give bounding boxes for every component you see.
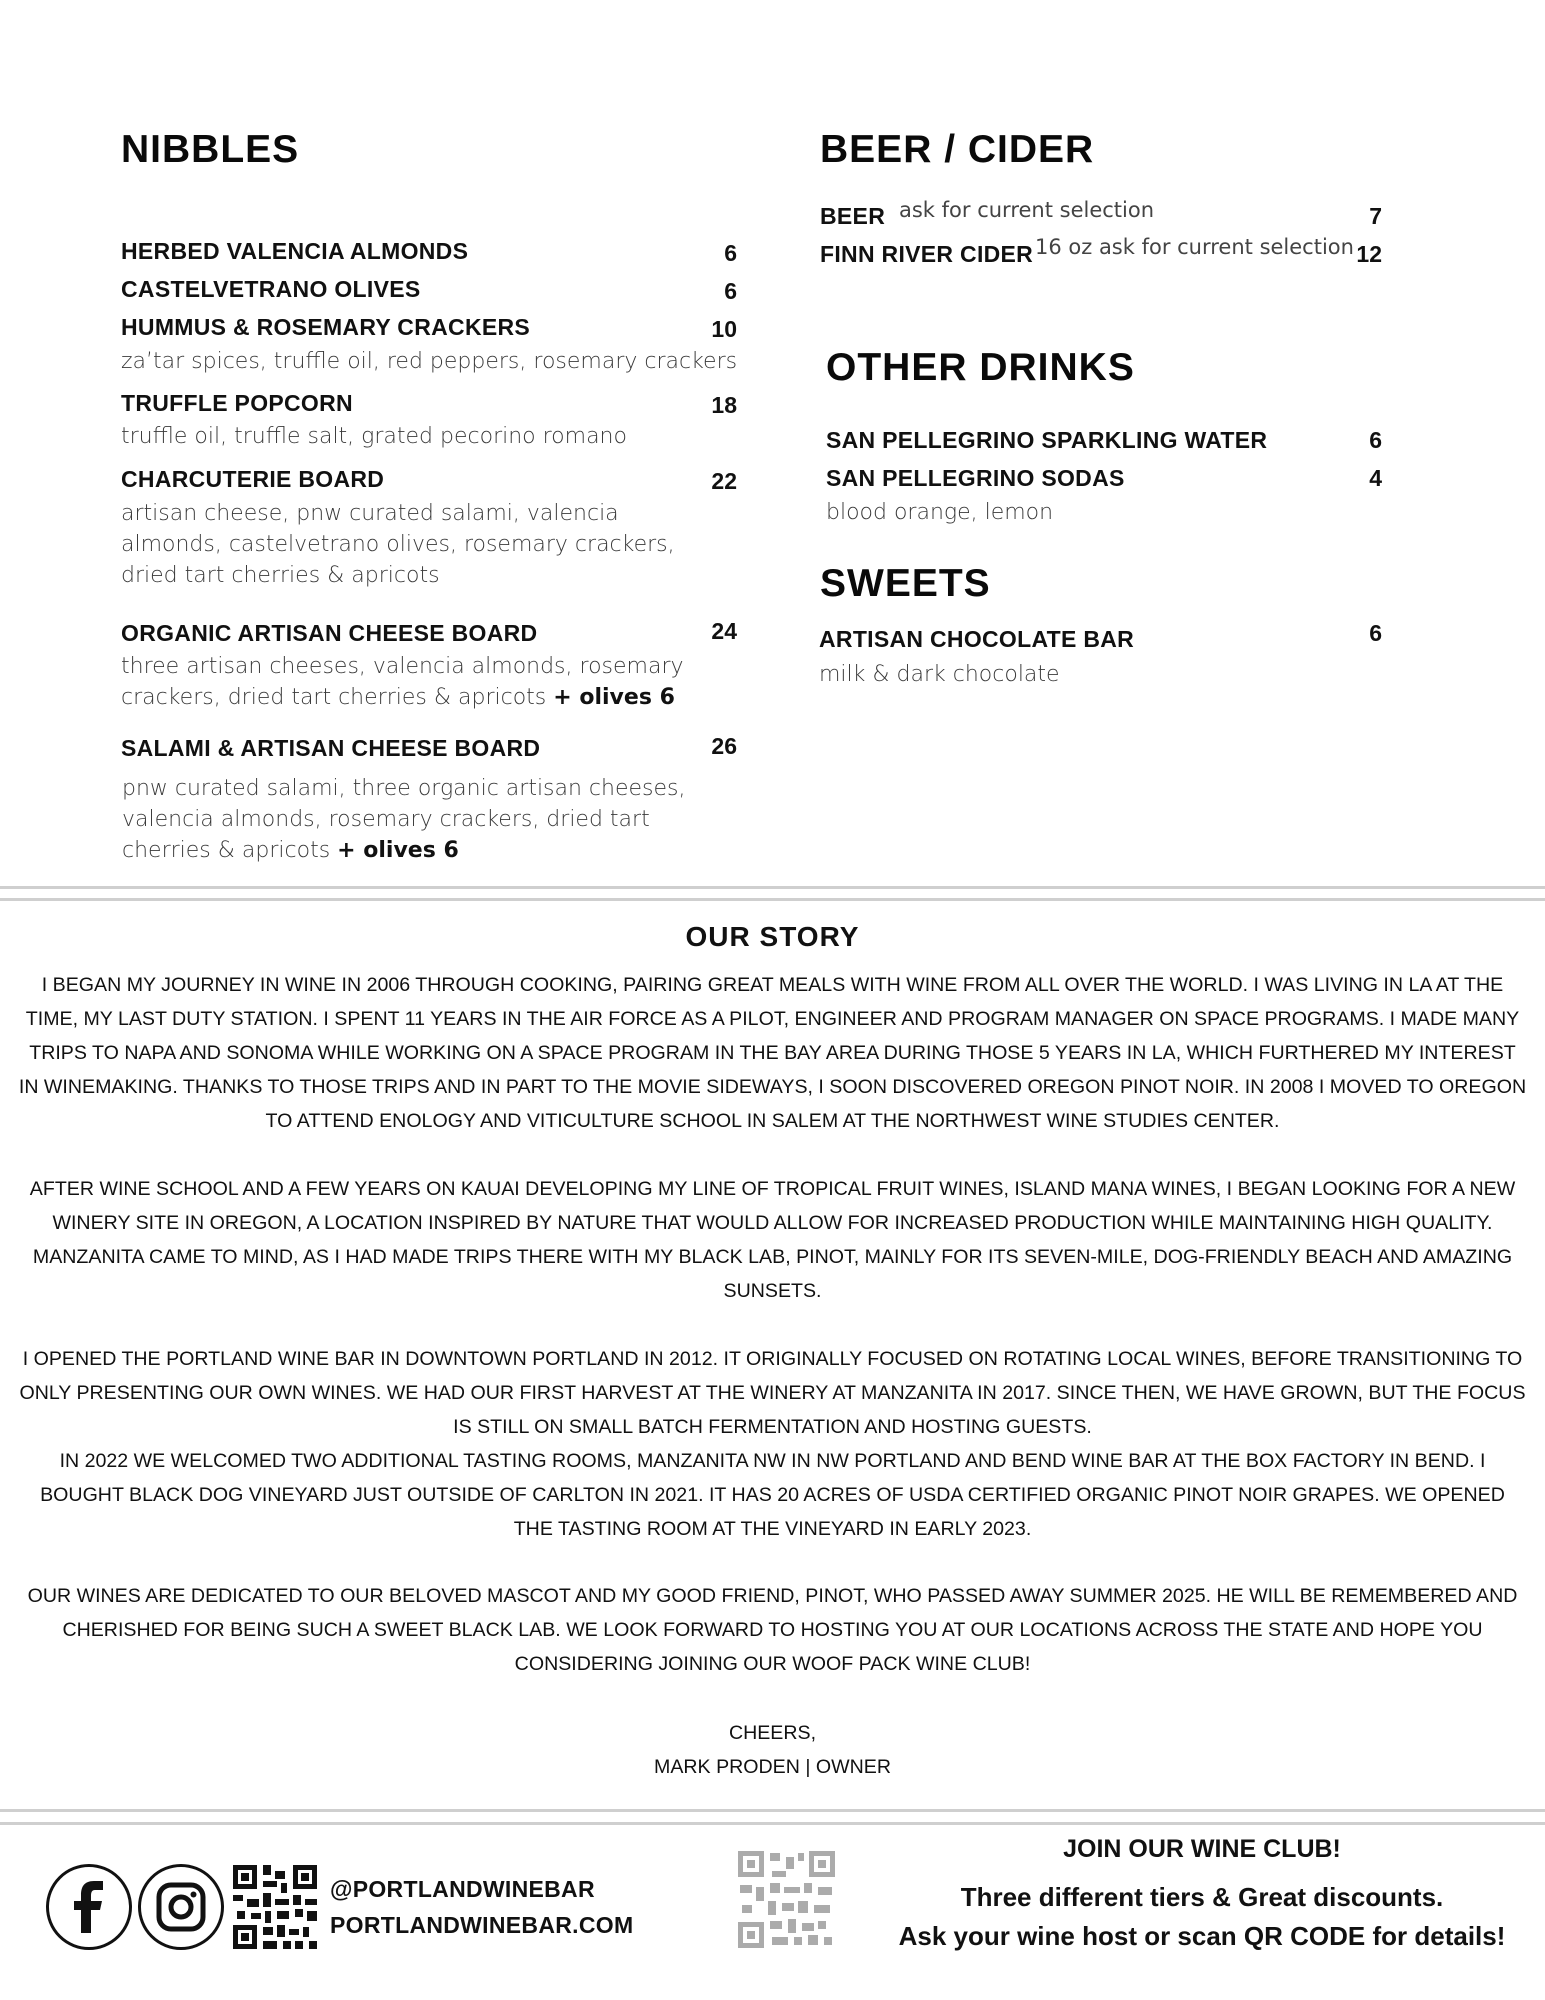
description-line [122, 835, 686, 866]
menu-item-price: 6 [1369, 620, 1382, 646]
menu-item-price: 7 [1369, 203, 1382, 229]
description-line: dried tart cherries & apricots [121, 563, 440, 588]
social-qr-code[interactable] [233, 1865, 317, 1949]
menu-item-price: 6 [724, 240, 737, 266]
menu-item-note: ask for current selection [899, 198, 1155, 222]
menu-item-name: SALAMI & ARTISAN CHEESE BOARD [121, 735, 541, 761]
menu-item-price: 10 [711, 316, 737, 342]
description-line: three artisan cheeses, valencia almonds, rosemary [121, 654, 684, 679]
menu-item-price: 18 [711, 392, 737, 418]
addon-olives: + olives 6 [553, 685, 675, 710]
addon-olives: + olives 6 [337, 838, 459, 863]
nibbles-heading: NIBBLES [121, 128, 300, 171]
description-line: almonds, castelvetrano olives, rosemary crackers, [121, 532, 675, 557]
menu-item-name: FINN RIVER CIDER [820, 241, 1034, 267]
story-paragraph: IN 2022 WE WELCOMED TWO ADDITIONAL TASTING ROOMS, MANZANITA NW IN NW PORTLAND AND BEND WINE BAR AT THE BOX FACTORY IN BEND. I BOUGHT BLACK DOG VINEYARD JUST OUTSIDE OF CARLTON IN 2021. IT HAS 20 ACRES OF USDA CERTIFIED ORGANIC PINOT NOIR GRAPES. WE OPENED THE TASTING ROOM AT THE VINEYARD IN EARLY 2023. [40, 1450, 1505, 1540]
description-line: artisan cheese, pnw curated salami, valencia [121, 501, 619, 526]
wine-club-qr-code[interactable] [738, 1851, 835, 1948]
other-drinks-heading: OTHER DRINKS [826, 346, 1135, 389]
description-line: valencia almonds, rosemary crackers, dried tart [122, 807, 650, 832]
menu-item-price: 24 [711, 618, 737, 644]
divider [0, 1822, 1545, 1825]
menu-item-price: 4 [1369, 465, 1382, 491]
description-line: pnw curated salami, three organic artisan cheeses, [122, 776, 686, 801]
facebook-icon[interactable] [46, 1864, 132, 1950]
wine-club-line: Ask your wine host or scan QR CODE for details! [898, 1921, 1506, 1951]
menu-item-name: SAN PELLEGRINO SODAS [826, 465, 1125, 491]
menu-item-name: SAN PELLEGRINO SPARKLING WATER [826, 427, 1268, 453]
story-title: OUR STORY [685, 921, 860, 952]
divider [0, 1809, 1545, 1812]
menu-item-name: CHARCUTERIE BOARD [121, 466, 385, 492]
story-paragraph: I OPENED THE PORTLAND WINE BAR IN DOWNTOWN PORTLAND IN 2012. IT ORIGINALLY FOCUSED ON ROTATING LOCAL WINES, BEFORE TRANSITIONING TO ONLY PRESENTING OUR OWN WINES. WE HAD OUR FIRST HARVEST AT THE WINERY AT MANZANITA IN 2017. SINCE THEN, WE HAVE GROWN, BUT THE FOCUS IS STILL ON SMALL BATCH FERMENTATION AND HOSTING GUESTS. [19, 1348, 1526, 1438]
menu-item-name: BEER [820, 203, 886, 229]
menu-item-note: 16 oz ask for current selection [1035, 235, 1354, 259]
menu-item-name: ARTISAN CHOCOLATE BAR [819, 626, 1135, 652]
social-handle[interactable]: @PORTLANDWINEBAR [330, 1876, 595, 1902]
story-paragraph: AFTER WINE SCHOOL AND A FEW YEARS ON KAUAI DEVELOPING MY LINE OF TROPICAL FRUIT WINES, ISLAND MANA WINES, I BEGAN LOOKING FOR A NEW WINERY SITE IN OREGON, A LOCATION INSPIRED BY NATURE THAT WOULD ALLOW FOR INCREASED PRODUCTION WHILE MAINTAINING HIGH QUALITY. MANZANITA CAME TO MIND, AS I HAD MADE TRIPS THERE WITH MY BLACK LAB, PINOT, MAINLY FOR ITS SEVEN-MILE, DOG-FRIENDLY BEACH AND AMAZING SUNSETS. [29, 1178, 1516, 1302]
menu-item-name: ORGANIC ARTISAN CHEESE BOARD [121, 620, 538, 646]
sweets-heading: SWEETS [820, 562, 991, 605]
story-signature: MARK PRODEN | OWNER [654, 1756, 891, 1778]
menu-item-description [122, 773, 686, 866]
facebook-glyph [69, 1880, 109, 1934]
instagram-icon[interactable] [138, 1864, 224, 1950]
menu-item-name: TRUFFLE POPCORN [121, 390, 353, 416]
menu-item-description: blood orange, lemon [826, 500, 1054, 525]
divider [0, 886, 1545, 889]
story-paragraph: I BEGAN MY JOURNEY IN WINE IN 2006 THROUGH COOKING, PAIRING GREAT MEALS WITH WINE FROM ALL OVER THE WORLD. I WAS LIVING IN LA AT THE TIME, MY LAST DUTY STATION. I SPENT 11 YEARS IN THE AIR FORCE AS A PILOT, ENGINEER AND PROGRAM MANAGER ON SPACE PROGRAMS. I MADE MANY TRIPS TO NAPA AND SONOMA WHILE WORKING ON A SPACE PROGRAM IN THE BAY AREA DURING THOSE 5 YEARS IN LA, WHICH FURTHERED MY INTEREST IN WINEMAKING. THANKS TO THOSE TRIPS AND IN PART TO THE MOVIE SIDEWAYS, I SOON DISCOVERED OREGON PINOT NOIR. IN 2008 I MOVED TO OREGON TO ATTEND ENOLOGY AND VITICULTURE SCHOOL IN SALEM AT THE NORTHWEST WINE STUDIES CENTER. [18, 974, 1527, 1132]
menu-item-description [121, 498, 675, 591]
menu-item-price: 6 [1369, 427, 1382, 453]
menu-item-description: za’tar spices, truffle oil, red peppers, rosemary crackers [121, 349, 738, 374]
instagram-glyph [154, 1880, 208, 1934]
beer-cider-heading: BEER / CIDER [820, 128, 1095, 171]
menu-item-name: HUMMUS & ROSEMARY CRACKERS [121, 314, 531, 340]
menu-item-description: milk & dark chocolate [819, 662, 1060, 687]
divider [0, 898, 1545, 901]
website-link[interactable]: PORTLANDWINEBAR.COM [330, 1912, 634, 1938]
story-signoff: CHEERS, [728, 1722, 817, 1744]
wine-club-line: Three different tiers & Great discounts. [960, 1882, 1444, 1912]
menu-item-price: 26 [711, 733, 737, 759]
menu-item-price: 12 [1356, 241, 1382, 267]
menu-item-description: truffle oil, truffle salt, grated pecorino romano [121, 424, 627, 449]
menu-item-name: CASTELVETRANO OLIVES [121, 276, 421, 302]
menu-item-name: HERBED VALENCIA ALMONDS [121, 238, 469, 264]
menu-item-price: 22 [711, 468, 737, 494]
description-text: cherries & apricots [122, 838, 331, 863]
description-text: crackers, dried tart cherries & apricots [121, 685, 547, 710]
description-line [121, 682, 684, 713]
menu-item-description [121, 651, 684, 713]
story-paragraph: OUR WINES ARE DEDICATED TO OUR BELOVED MASCOT AND MY GOOD FRIEND, PINOT, WHO PASSED AWAY SUMMER 2025. HE WILL BE REMEMBERED AND CHERISHED FOR BEING SUCH A SWEET BLACK LAB. WE LOOK FORWARD TO HOSTING YOU AT OUR LOCATIONS ACROSS THE STATE AND HOPE YOU CONSIDERING JOINING OUR WOOF PACK WINE CLUB! [27, 1585, 1518, 1675]
menu-item-price: 6 [724, 278, 737, 304]
wine-club-title: JOIN OUR WINE CLUB! [1063, 1835, 1341, 1863]
